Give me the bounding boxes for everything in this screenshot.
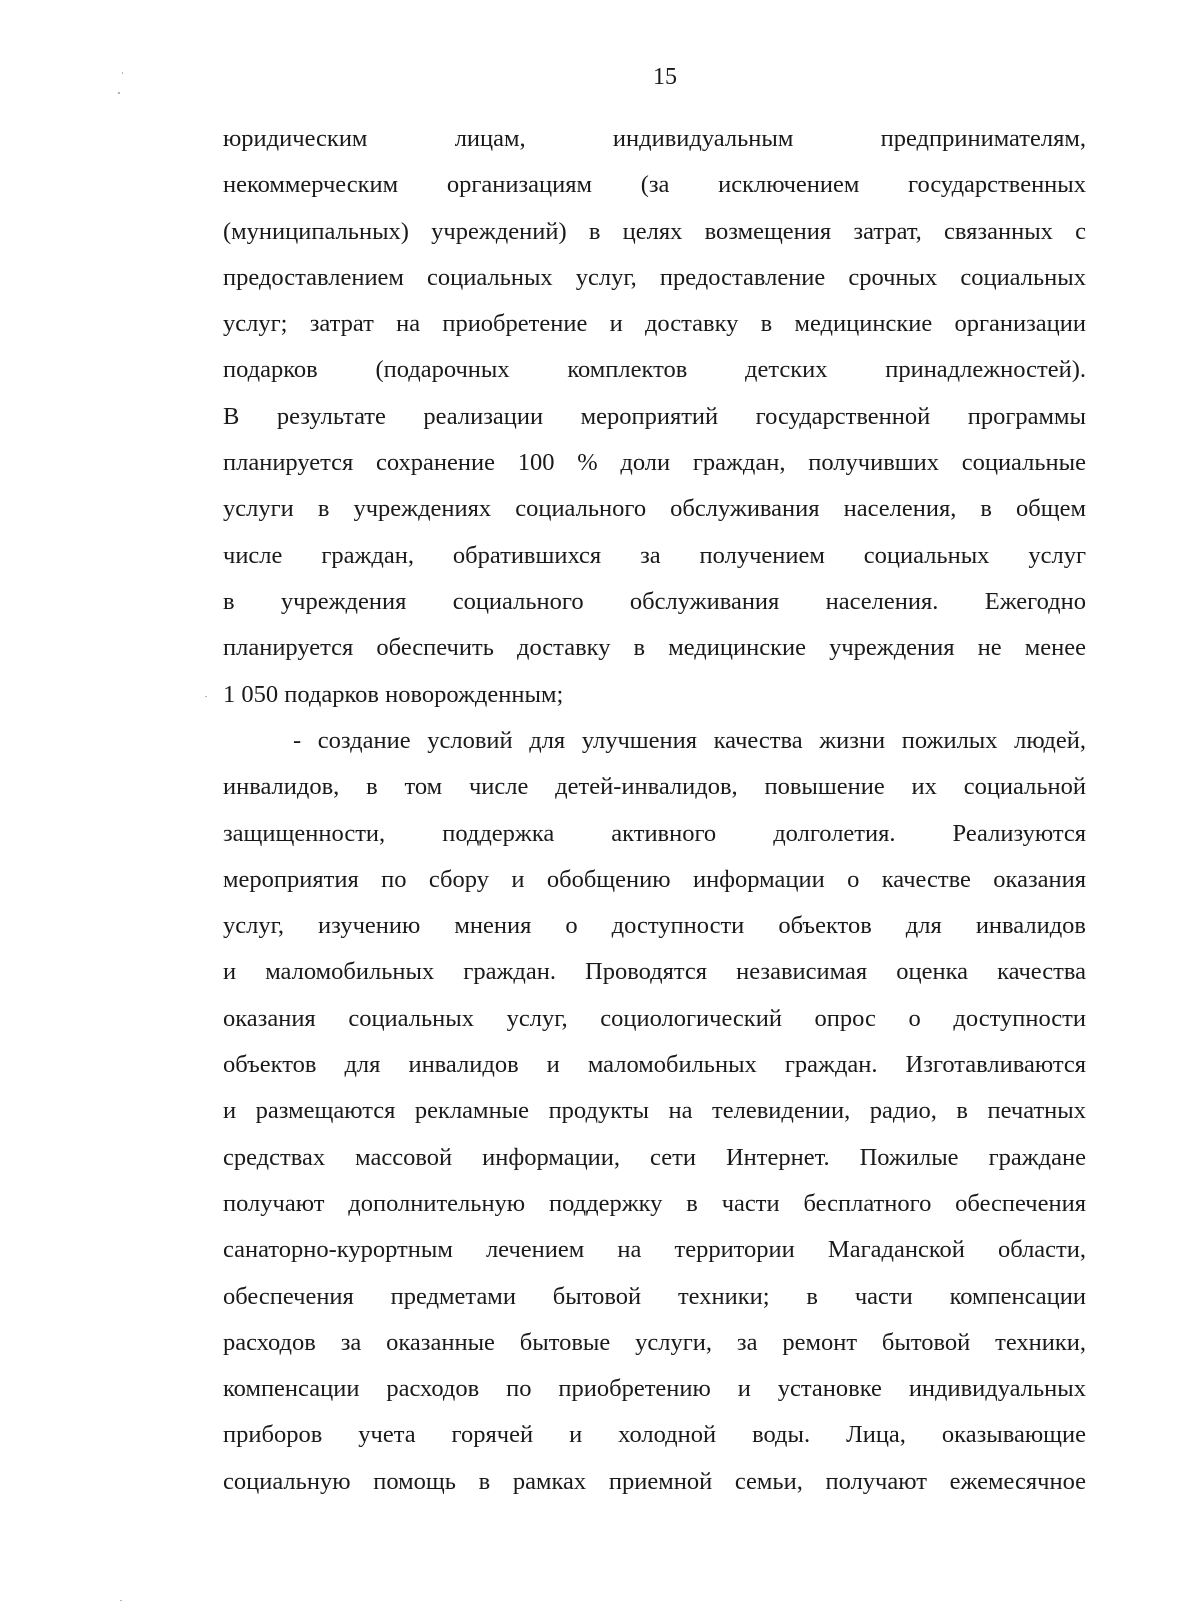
text-line: услуг; затрат на приобретение и доставку в медицинские организации [223,310,1086,338]
text-line: приборов учета горячей и холодной воды. Лица, оказывающие [223,1421,1086,1449]
text-line: расходов за оказанные бытовые услуги, за ремонт бытовой техники, [223,1328,1086,1356]
text-line: мероприятия по сбору и обобщению информации о качестве оказания [223,865,1086,893]
text-line: услуги в учреждениях социального обслуживания населения, в общем [223,495,1086,523]
scan-speck [122,72,123,74]
text-line: в учреждения социального обслуживания населения. Ежегодно [223,587,1086,615]
text-line: числе граждан, обратившихся за получением социальных услуг [223,541,1086,569]
text-line: В результате реализации мероприятий государственной программы [223,402,1086,430]
text-line: (муниципальных) учреждений) в целях возмещения затрат, связанных с [223,217,1086,245]
text-line: получают дополнительную поддержку в части бесплатного обеспечения [223,1189,1086,1217]
text-line: и размещаются рекламные продукты на телевидении, радио, в печатных [223,1097,1086,1125]
text-line: обеспечения предметами бытовой техники; в части компенсации [223,1282,1086,1310]
paragraph-continuation [223,116,1086,718]
text-line: санаторно-курортным лечением на территории Магаданской области, [223,1236,1086,1264]
text-line: компенсации расходов по приобретению и установке индивидуальных [223,1375,1086,1403]
text-line: некоммерческим организациям (за исключением государственных [223,171,1086,199]
text-line: защищенности, поддержка активного долголетия. Реализуются [223,819,1086,847]
text-line: и маломобильных граждан. Проводятся независимая оценка качества [223,958,1086,986]
scan-speck [118,92,120,94]
text-line: юридическим лицам, индивидуальным предпринимателям, [223,125,1086,152]
text-line: 1 050 подарков новорожденным; [223,680,564,708]
text-line: инвалидов, в том числе детей-инвалидов, повышение их социальной [223,773,1086,801]
scan-speck [205,696,207,697]
text-line: планируется обеспечить доставку в медицинские учреждения не менее [223,634,1086,662]
text-line: - создание условий для улучшения качества жизни пожилых людей, [293,727,1086,754]
text-line: объектов для инвалидов и маломобильных граждан. Изготавливаются [223,1051,1086,1079]
text-line: средствах массовой информации, сети Интернет. Пожилые граждане [223,1143,1086,1171]
text-line: услуг, изучению мнения о доступности объектов для инвалидов [223,912,1086,940]
text-line: социальную помощь в рамках приемной семьи, получают ежемесячное [223,1467,1086,1495]
scan-speck [120,1600,122,1601]
text-line: подарков (подарочных комплектов детских принадлежностей). [223,356,1086,384]
text-line: предоставлением социальных услуг, предоставление срочных социальных [223,263,1086,291]
text-line: оказания социальных услуг, социологический опрос о доступности [223,1004,1086,1032]
paragraph-elderly-support [223,718,1086,1505]
page-number: 15 [653,64,677,90]
text-line: планируется сохранение 100 % доли граждан, получивших социальные [223,449,1086,477]
